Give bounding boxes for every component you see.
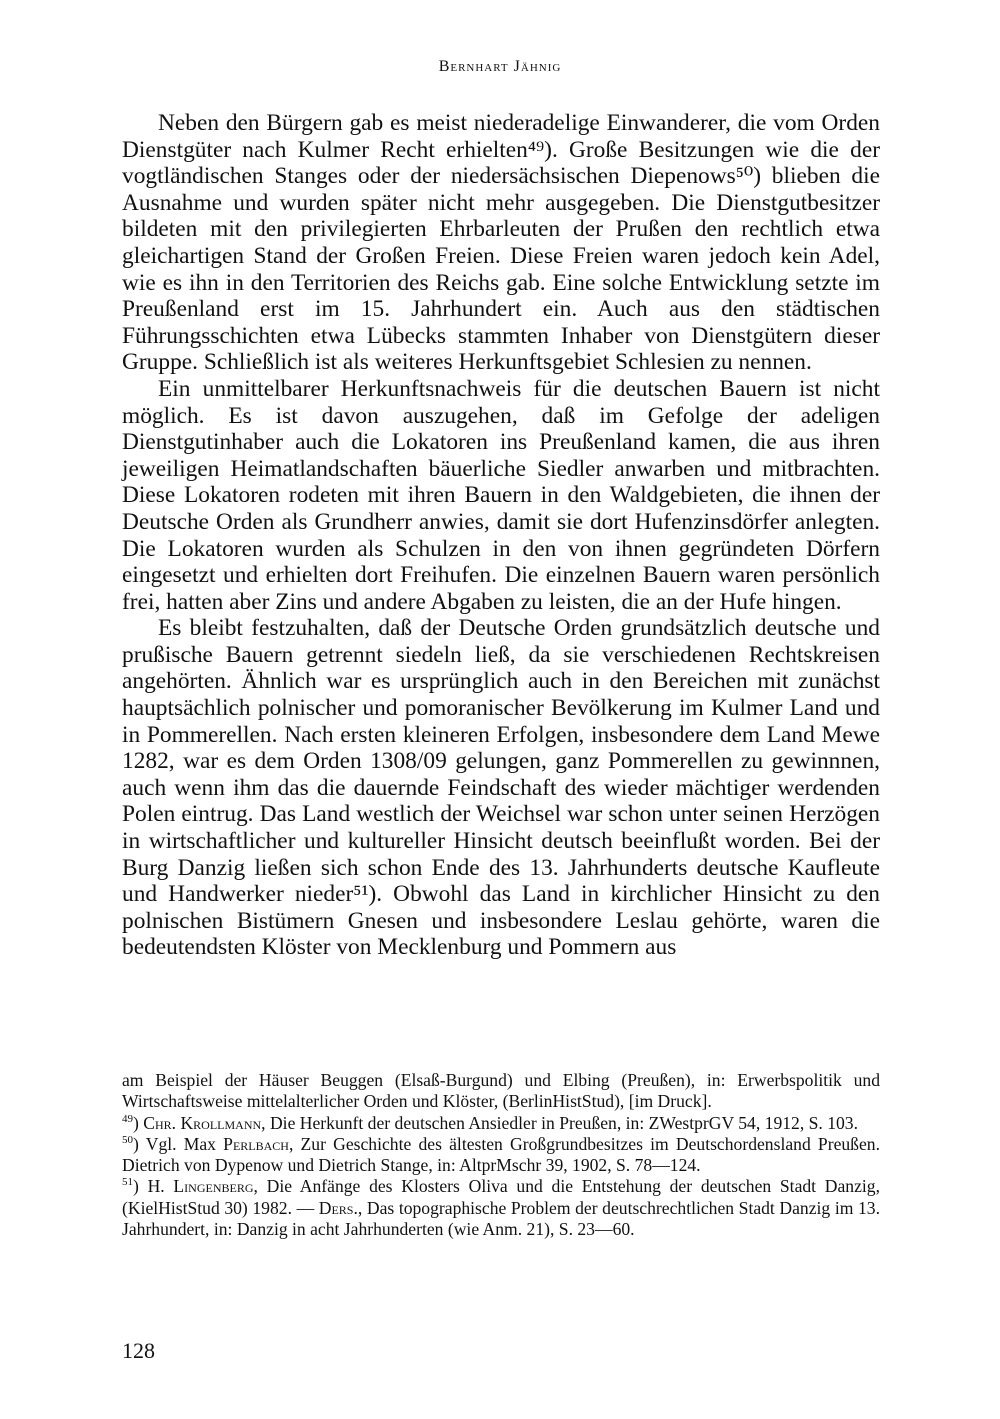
footnote-number: 51 [122,1176,133,1189]
running-header: Bernhart Jähnig [438,58,562,75]
footnote-prefix: Vgl. Max [145,1133,224,1154]
footnote-text: , Zur Geschichte des ältesten Großgrundbesitzes im Deutschordensland Preußen. Dietrich von Dypenow und Dietrich Stange, in: AltprMschr 39, 1902, S. 78—124. [122,1133,880,1176]
paragraph-1: Neben den Bürgern gab es meist niederadelige Einwanderer, die vom Orden Dienstgüter nach Kulmer Recht erhielten⁴⁹). Große Besitzungen wie die der vogtländischen Stanges oder der niedersächsischen Diepenows⁵⁰) blieben die Ausnahme und wurden später nicht mehr ausgegeben. Die Dienstgutbesitzer bildeten mit den privilegierten Ehrbarleuten der Prußen den rechtlich etwa gleichartigen Stand der Großen Freien. Diese Freien waren jedoch kein Adel, wie es ihn in den Territorien des Reichs gab. Eine solche Entwicklung setzte im Preußenland erst im 15. Jahrhundert ein. Auch aus den städtischen Führungsschichten etwa Lübecks stammten Inhaber von Dienstgütern dieser Gruppe. Schließlich ist als weiteres Herkunftsgebiet Schlesien zu nennen. [122,110,880,376]
footnote-paren: ) [133,1176,148,1197]
footnote-number: 50 [122,1134,133,1147]
main-text [122,110,880,961]
footnote-author: H. Lingenberg [147,1176,254,1197]
footnote-author: Perlbach [223,1133,289,1154]
footnotes [122,1070,880,1240]
footnote-number: 49 [122,1112,133,1125]
footnote-paren: ) [133,1112,144,1133]
footnote-author: Chr. Krollmann [143,1112,262,1133]
footnote-paren: ) [133,1133,146,1154]
footnote-51 [122,1176,880,1240]
footnote-text: , Die Herkunft der deutschen Ansiedler in Preußen, in: ZWestprGV 54, 1912, S. 103. [261,1112,859,1133]
footnote-text: , Die Anfänge des Klosters Oliva und die Entstehung der deutschen Stadt Danzig, (KielHistStud 30) 1982. — [122,1176,880,1218]
footnote-text-2: , Das topographische Problem der deutschrechtlichen Stadt Danzig im 13. Jahrhundert, in: Danzig in acht Jahrhunderten (wie Anm. 21), S. 23—60. [122,1197,880,1240]
footnote-50 [122,1134,880,1177]
paragraph-2: Ein unmittelbarer Herkunftsnachweis für die deutschen Bauern ist nicht möglich. Es ist davon auszugehen, daß im Gefolge der adeligen Dienstgutinhaber auch die Lokatoren ins Preußenland kamen, die aus ihren jeweiligen Heimatlandschaften bäuerliche Siedler anwarben und mitbrachten. Diese Lokatoren rodeten mit ihren Bauern in den Waldgebieten, die ihnen der Deutsche Orden als Grundherr anwies, damit sie dort Hufenzinsdörfer anlegten. Die Lokatoren wurden als Schulzen in den von ihnen gegründeten Dörfern eingesetzt und erhielten dort Freihufen. Die einzelnen Bauern waren persönlich frei, hatten aber Zins und andere Abgaben zu leisten, die an der Hufe hingen. [122,375,880,615]
footnote-author-2: Ders. [318,1197,358,1218]
footnote-49 [122,1113,880,1134]
footnote-continuation: am Beispiel der Häuser Beuggen (Elsaß-Burgund) und Elbing (Preußen), in: Erwerbspolitik und Wirtschaftsweise mittelalterlicher Orden und Klöster, (BerlinHistStud), [im Druck]. [122,1070,880,1112]
page-number: 128 [122,1338,155,1363]
paragraph-3: Es bleibt festzuhalten, daß der Deutsche Orden grundsätzlich deutsche und prußische Bauern getrennt siedeln ließ, da sie verschiedenen Rechtskreisen angehörten. Ähnlich war es ursprünglich auch in den Bereichen mit zunächst hauptsächlich polnischer und pomoranischer Bevölkerung im Kulmer Land und in Pommerellen. Nach ersten kleineren Erfolgen, insbesondere dem Land Mewe 1282, war es dem Orden 1308/09 gelungen, ganz Pommerellen zu gewinnnen, auch wenn ihm das die dauernde Feindschaft des wieder mächtiger werdenden Polen eintrug. Das Land westlich der Weichsel war schon unter seinen Herzögen in wirtschaftlicher und kultureller Hinsicht deutsch beeinflußt worden. Bei der Burg Danzig ließen sich schon Ende des 13. Jahrhunderts deutsche Kaufleute und Handwerker nieder⁵¹). Obwohl das Land in kirchlicher Hinsicht zu den polnischen Bistümern Gnesen und insbesondere Leslau gehörte, waren die bedeutendsten Klöster von Mecklenburg und Pommern aus [122,615,880,961]
